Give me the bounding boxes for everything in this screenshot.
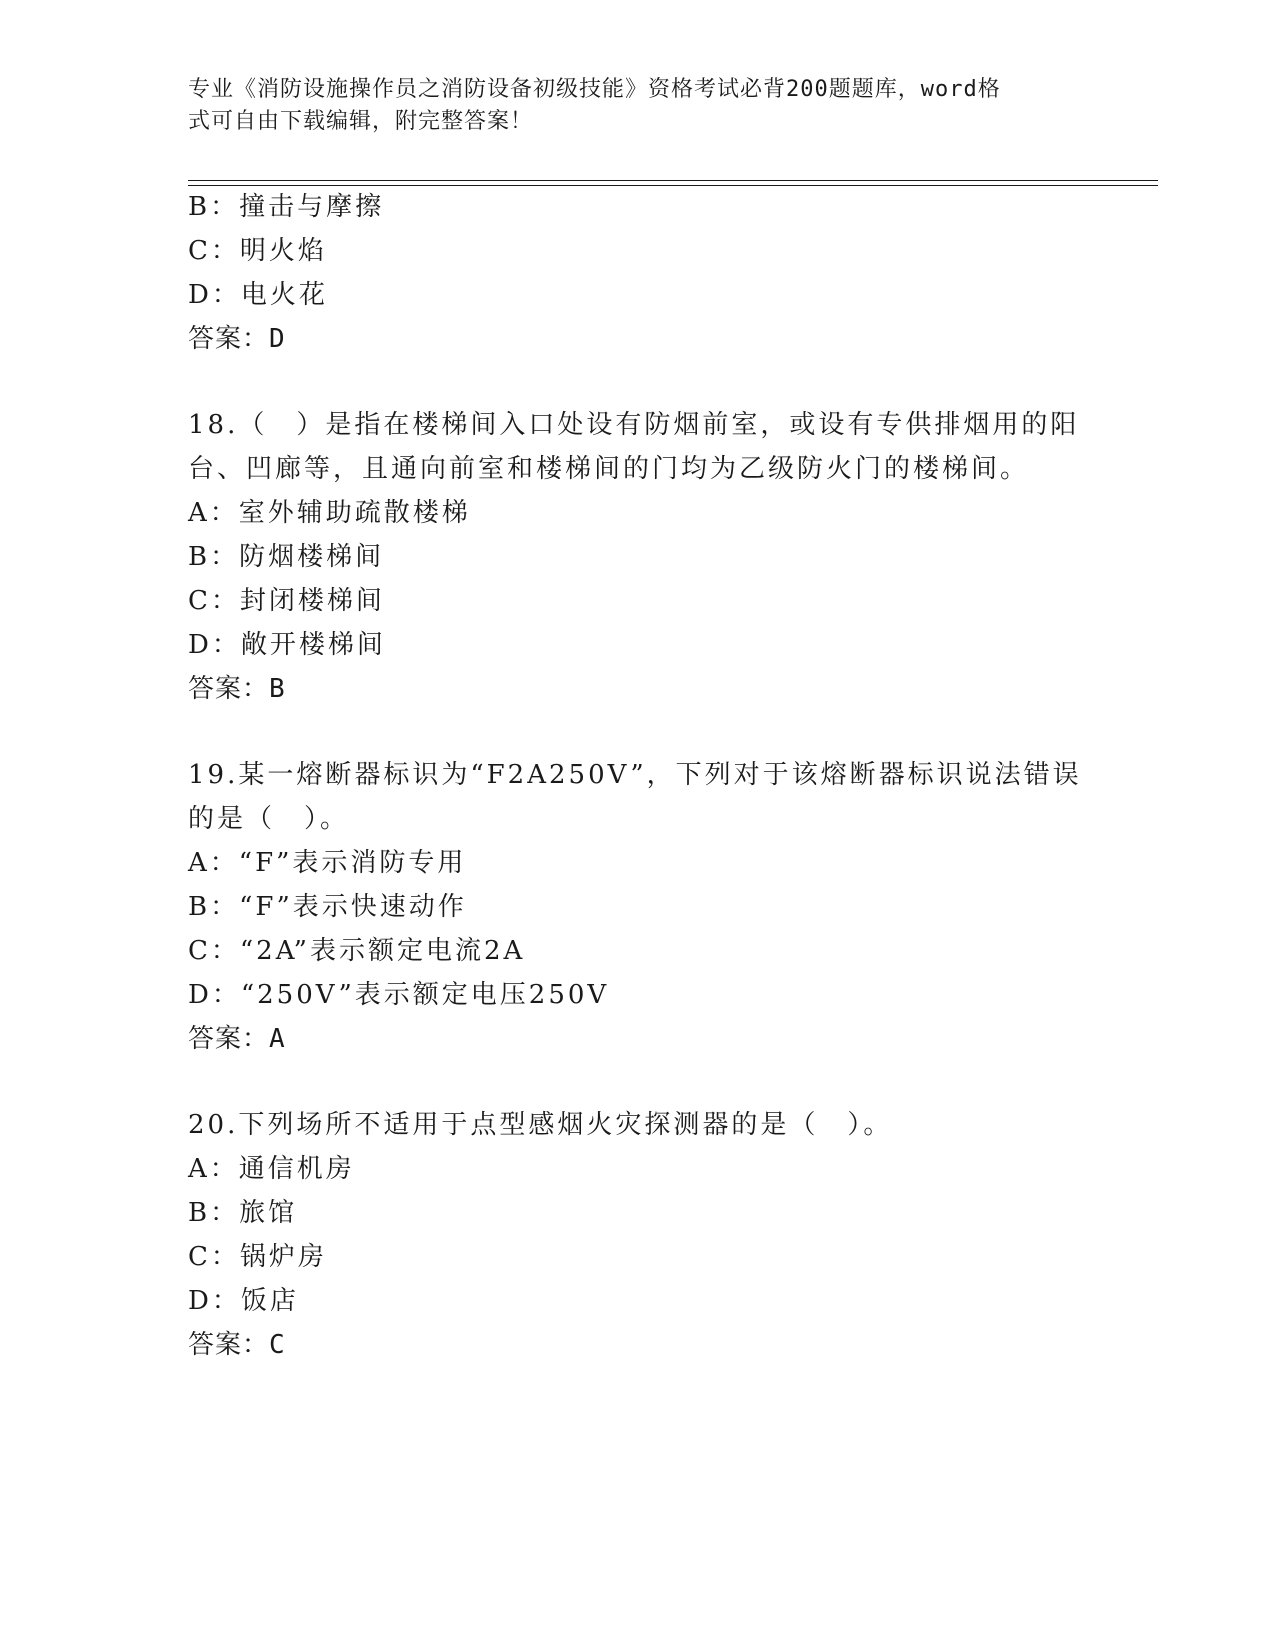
q18-option-b: B：防烟楼梯间 (188, 542, 385, 572)
q20-option-a: A：通信机房 (188, 1154, 355, 1184)
q19-stem-line-1: 19.某一熔断器标识为“F2A250V”，下列对于该熔断器标识说法错误 (188, 760, 1082, 790)
q20-answer: 答案：C (188, 1330, 286, 1360)
q19-option-a: A：“F”表示消防专用 (188, 848, 467, 878)
q17-option-c: C：明火焰 (188, 236, 327, 266)
header-line-2: 式可自由下载编辑，附完整答案！ (188, 109, 534, 134)
q18-option-c: C：封闭楼梯间 (188, 586, 385, 616)
q17-option-d: D：电火花 (188, 280, 328, 310)
q18-stem-line-1: 18.（ ）是指在楼梯间入口处设有防烟前室，或设有专供排烟用的阳 (188, 410, 1080, 440)
q20-option-d: D：饭店 (188, 1286, 299, 1316)
q20-option-b: B：旅馆 (188, 1198, 298, 1228)
header-line-1: 专业《消防设施操作员之消防设备初级技能》资格考试必背200题题库，word格 (188, 77, 1001, 102)
q20-stem-line-1: 20.下列场所不适用于点型感烟火灾探测器的是（ ）。 (188, 1110, 893, 1140)
q17-option-b: B：撞击与摩擦 (188, 192, 385, 222)
q18-option-d: D：敞开楼梯间 (188, 630, 386, 660)
q19-stem-line-2: 的是（ ）。 (188, 804, 350, 834)
q19-option-c: C：“2A”表示额定电流2A (188, 936, 526, 966)
q20-option-c: C：锅炉房 (188, 1242, 327, 1272)
q17-answer: 答案：D (188, 324, 286, 354)
header-divider-top (188, 180, 1158, 181)
q18-answer: 答案：B (188, 674, 286, 704)
header-divider-bottom (188, 185, 1158, 186)
q19-option-b: B：“F”表示快速动作 (188, 892, 467, 922)
q18-option-a: A：室外辅助疏散楼梯 (188, 498, 471, 528)
document-header (188, 74, 1068, 138)
q18-stem-line-2: 台、凹廊等，且通向前室和楼梯间的门均为乙级防火门的楼梯间。 (188, 454, 1030, 484)
q19-answer: 答案：A (188, 1024, 286, 1054)
q19-option-d: D：“250V”表示额定电压250V (188, 980, 610, 1010)
